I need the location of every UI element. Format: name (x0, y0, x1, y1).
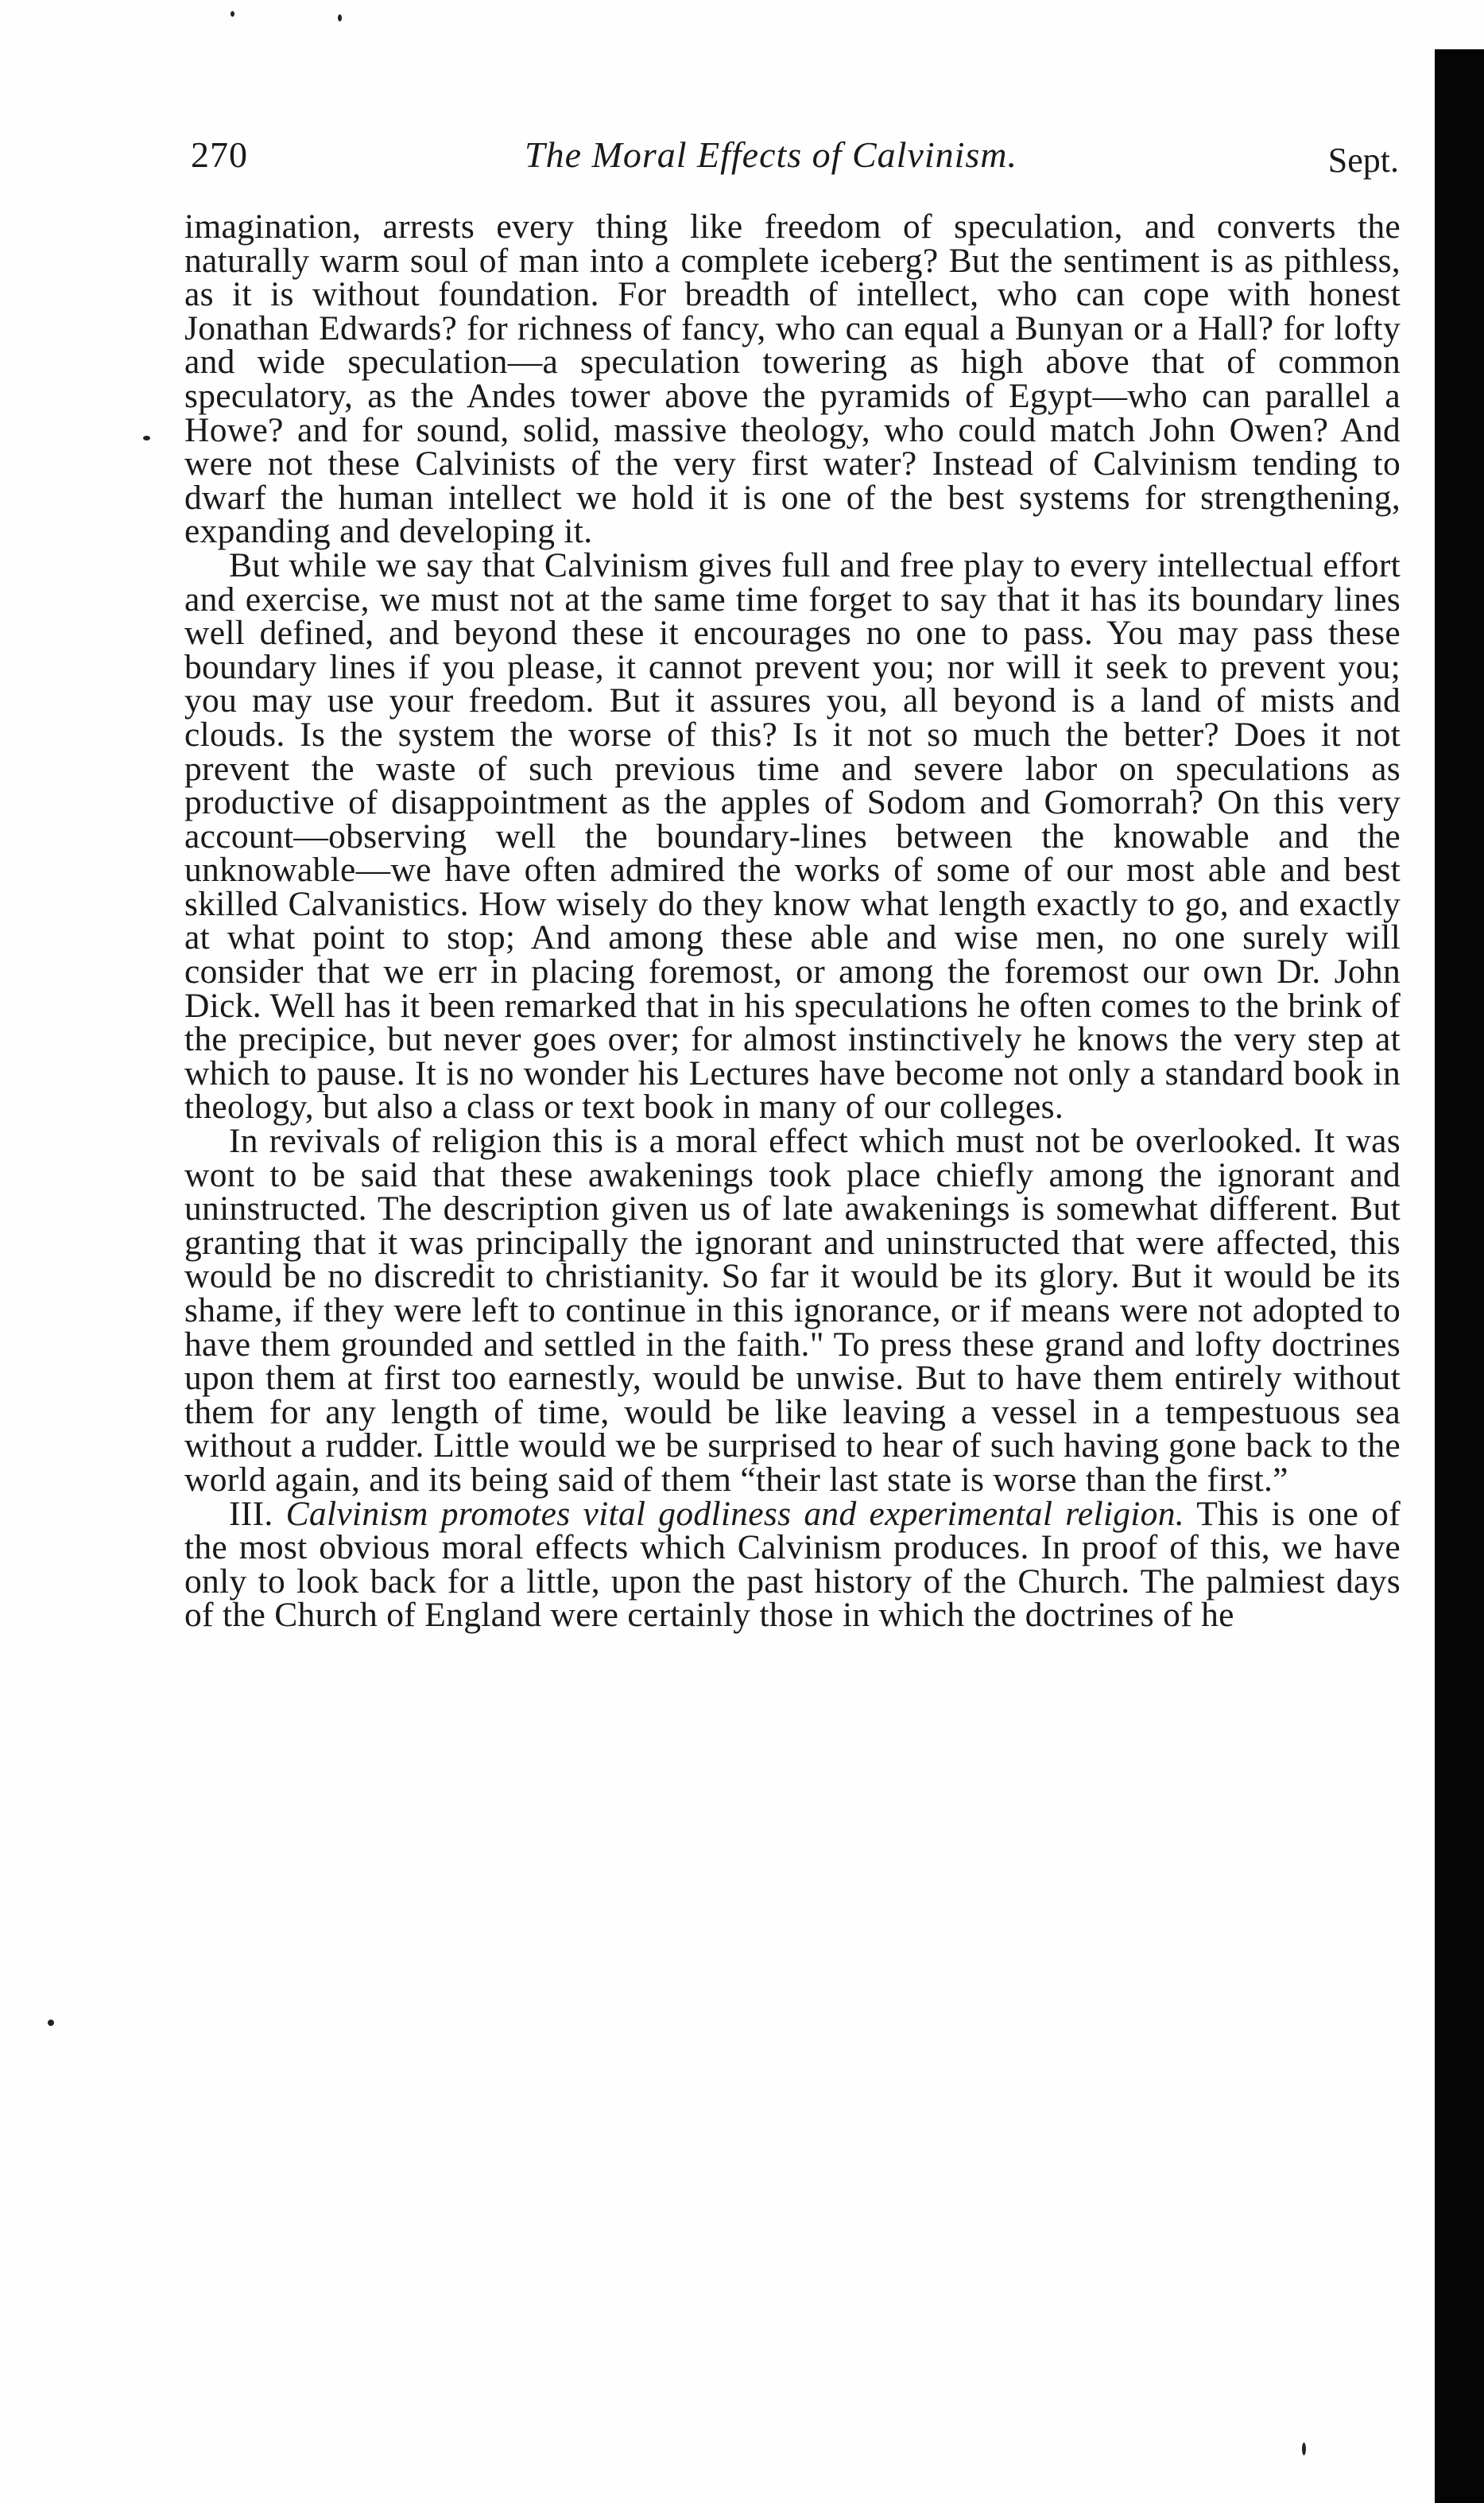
header-month: Sept. (1327, 141, 1399, 180)
scan-speck (143, 436, 150, 440)
page-header (191, 134, 1399, 197)
scan-edge-shadow (1435, 49, 1484, 2503)
scan-speck (1302, 2443, 1306, 2455)
section-three (184, 1494, 1401, 1635)
section-heading: Calvinism promotes vital godliness and experimental religion. (285, 1494, 1184, 1533)
section-text: This is one of the most obvious moral effects which Calvinism produces. In proof of this, we have only to look back for a little, upon the past history of the Church. The palmiest days of the Church of England were certainly those in which the doctrines of he (184, 1494, 1401, 1635)
section-numeral: III. (229, 1494, 273, 1533)
scan-speck (338, 14, 342, 21)
scan-speck (48, 2020, 54, 2026)
paragraph-boundary-lines: But while we say that Calvinism gives full and free play to every intellectual effort and exercise, we must not at the same time forget to say that it has its boundary lines well defined, and beyond these it encourages no one to pass. You may pass these boundary lines if you please, it cannot prevent you; nor will it seek to prevent you; you may use your freedom. But it assures you, all beyond is a land of mists and clouds. Is the system the worse of this? Is it not so much the better? Does it not prevent the waste of such previous time and severe labor on speculations as productive of disappointment as the apples of Sodom and Gomorrah? On this very account—observing well the boundary-lines between the knowable and the unknowable—we have often admired the works of some of our most able and best skilled Calvanistics. How wisely do they know what length exactly to go, and exactly at what point to stop; And among these able and wise men, no one surely will consider that we err in placing foremost, or among the foremost our own Dr. John Dick. Well has it been remarked that in his speculations he often comes to the brink of the precipice, but never goes over; for almost instinctively he knows the very step at which to pause. It is no wonder his Lectures have become not only a standard book in theology, but also a class or text book in many of our colleges. (184, 545, 1401, 1127)
paragraph-intellect: imagination, arrests every thing like freedom of speculation, and converts the naturally warm soul of man into a complete iceberg? But the sentiment is as pithless, as it is without foundation. For breadth of intellect, who can cope with honest Jonathan Edwards? for richness of fancy, who can equal a Bunyan or a Hall? for lofty and wide speculation—a speculation towering as high above that of common speculatory, as the Andes tower above the pyramids of Egypt—who can parallel a Howe? and for sound, solid, massive theology, who could match John Owen? And were not these Calvinists of the very first water? Instead of Calvinism tending to dwarf the human intellect we hold it is one of the best systems for strengthening, expanding and developing it. (184, 208, 1401, 551)
running-title: The Moral Effects of Calvinism. (525, 134, 1018, 175)
page-number: 270 (191, 134, 248, 175)
article-body (184, 208, 1401, 1635)
paragraph-revivals: In revivals of religion this is a moral effect which must not be overlooked. It was wont to be said that these awakenings took place chiefly among the ignorant and uninstructed. The description given us of late awakenings is somewhat different. But granting that it was principally the ignorant and uninstructed that were affected, this would be no discredit to christianity. So far it would be its glory. But it would be its shame, if they were left to continue in this ignorance, or if means were not adopted to have them grounded and settled in the faith." To press these grand and lofty doctrines upon them at first too earnestly, would be unwise. But to have them entirely without them for any length of time, would be like leaving a vessel in a tempestuous sea without a rudder. Little would we be surprised to hear of such having gone back to the world again, and its being said of them “their last state is worse than the first.” (184, 1122, 1401, 1499)
scan-speck (231, 11, 234, 17)
